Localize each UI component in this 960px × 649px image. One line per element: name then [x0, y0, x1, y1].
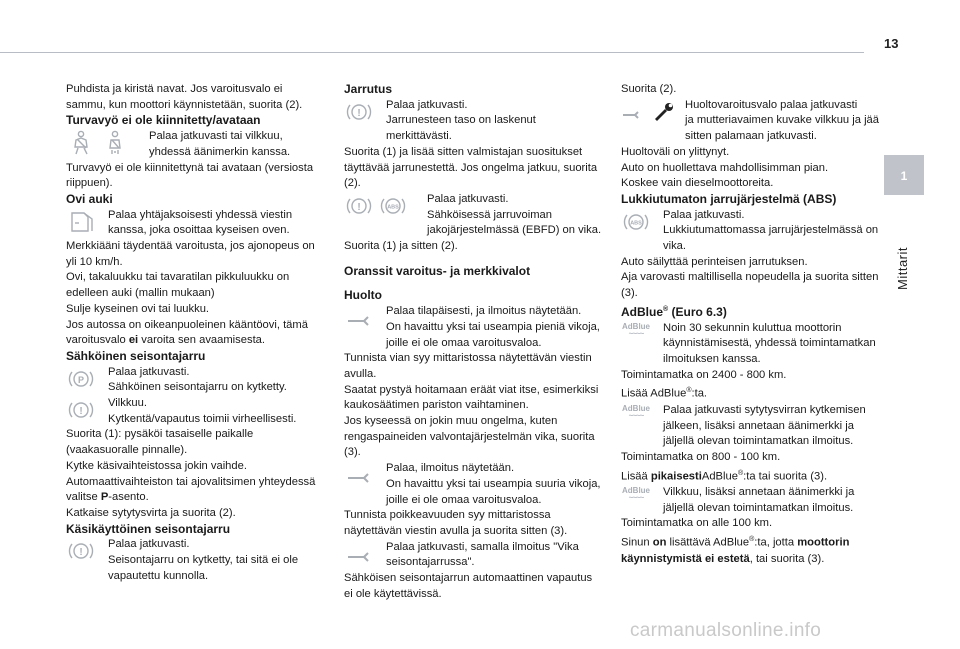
adblue-note-5: Toimintamatka on alle 100 km.: [621, 517, 773, 530]
brakes-note-2: Suorita (1) ja sitten (2).: [344, 240, 458, 253]
service-note-5: Sähköisen seisontajarrun automaattinen vapautus ei ole käytettävissä.: [344, 572, 593, 600]
seatbelt-desc-2: yhdessä äänimerkin kanssa.: [149, 145, 291, 158]
adblue-icon: AdBlue ~~~~: [622, 486, 650, 503]
abs-note-1: Auto säilyttää perinteisen jarrutuksen.: [621, 255, 808, 268]
adblue-b-1: Palaa jatkuvasti sytytysvirran kytkemisen: [663, 403, 866, 416]
service-note-3: Jos kyseessä on jokin muu ongelma, kuten rengaspaineiden valvontajärjestelmän vika, suorita (3).: [344, 415, 595, 459]
wrench-a-2: ja mutteriavaimen kuvake vilkkuu ja jää sitten palamaan jatkuvasti.: [685, 114, 880, 143]
adblue-c-2: jäljellä olevan toimintamatkan ilmoitus.: [663, 501, 854, 514]
parking-brake-fault-icon: [66, 397, 96, 423]
handbrake-heading: Käsikäyttöinen seisontajarru: [66, 521, 231, 536]
service-spanner-icon: [344, 541, 374, 567]
wrench-block: [621, 98, 879, 145]
epb-note-3: Automaattivaihteiston tai ajovalitsimen yhteydessä valitse P-asento.: [66, 475, 316, 504]
handbrake-block: [66, 537, 324, 559]
epb-block-a: [66, 365, 324, 396]
svg-text:ABS: ABS: [630, 220, 642, 227]
abs-block: [621, 208, 879, 255]
header-rule: [0, 52, 864, 53]
intro-text: Puhdista ja kiristä navat. Jos varoitusvalo ei sammu, kun moottori käynnistetään, suorita (2).: [66, 83, 303, 111]
svg-text:!: !: [79, 547, 83, 559]
brakes-heading: Jarrutus: [344, 82, 393, 96]
brake-warning-icon: [344, 99, 374, 125]
service-b-1: Palaa, ilmoitus näytetään.: [386, 462, 515, 475]
seatbelt-icon: [66, 130, 96, 156]
brakes-block-b: [344, 192, 602, 239]
col3-intro: Suorita (2).: [621, 83, 677, 95]
service-spanner-icon: [344, 462, 374, 488]
brakes-b-1: Palaa jatkuvasti.: [427, 192, 509, 205]
column-1: [66, 82, 324, 585]
brakes-b-2: Sähköisessä jarruvoiman jakojärjestelmässä (EBFD) on vika.: [427, 208, 602, 237]
service-block-c: [344, 540, 602, 571]
svg-text:!: !: [79, 406, 83, 418]
epb-b-2: Kytkentä/vapautus toimii virheellisesti.: [108, 412, 297, 425]
wrench-icon: [649, 99, 679, 125]
adblue-block-a: [621, 321, 879, 368]
door-open-icon: [66, 209, 96, 235]
column-2: [344, 82, 602, 603]
seatbelt-desc-1: Palaa jatkuvasti tai vilkkuu,: [149, 130, 283, 143]
adblue-block-c: [621, 485, 879, 516]
handbrake-a-2: Seisontajarru on kytketty, tai sitä ei ole vapautettu kunnolla.: [108, 554, 299, 582]
service-note-1: Tunnista vian syy mittaristossa näytettävän viestin avulla.: [344, 352, 592, 380]
brakes-note-1: Suorita (1) ja lisää sitten valmistajan suositukset täyttävää jarrunestettä. Jos ongelma jatkuu, suorita (2).: [344, 145, 598, 190]
service-heading: Huolto: [344, 288, 382, 303]
service-c-1: Palaa jatkuvasti, samalla ilmoitus "Vika seisontajarrussa".: [386, 540, 579, 569]
door-note-3: Sulje kyseinen ovi tai luukku.: [66, 302, 210, 315]
service-block-b: [344, 461, 602, 508]
epb-note-1: Suorita (1): pysäköi tasaiselle paikalle (vaakasuoralle pinnalle).: [66, 428, 254, 457]
adblue-c-1: Vilkkuu, lisäksi annetaan äänimerkki ja: [663, 486, 855, 499]
watermark[interactable]: carmanualsonline.info: [630, 620, 822, 641]
seatbelt-heading: Turvavyö ei ole kiinnitetty/avataan: [66, 113, 261, 128]
adblue-note-2: Lisää AdBlue®:ta.: [621, 387, 708, 401]
adblue-icon: AdBlue ~~~~: [622, 321, 650, 338]
seatbelt-rear-icon: [100, 130, 130, 156]
brakes-a-1: Palaa jatkuvasti.: [386, 98, 468, 111]
door-heading: Ovi auki: [66, 191, 113, 206]
wrench-a-1: Huoltovaroitusvalo palaa jatkuvasti: [685, 98, 858, 111]
column-3: [621, 82, 879, 567]
ebfd-abs-icon: [378, 193, 408, 219]
brakes-block-a: [344, 98, 602, 145]
door-block: [66, 208, 324, 239]
adblue-a-1: Noin 30 sekunnin kuluttua moottorin: [663, 321, 842, 334]
door-desc-2: kanssa, joka osoittaa kyseisen oven.: [108, 224, 290, 237]
adblue-note-6: Sinun on lisättävä AdBlue®:ta, jotta moottorin käynnistymistä ei estetä, tai suorita (3).: [621, 536, 850, 565]
svg-text:!: !: [357, 201, 361, 213]
abs-heading: Lukkiutumaton jarrujärjestelmä (ABS): [621, 191, 837, 206]
brake-warning-icon: [66, 538, 96, 564]
wrench-note-3: Koskee vain dieselmoottoreita.: [621, 177, 774, 190]
adblue-note-3: Toimintamatka on 800 - 100 km.: [621, 450, 781, 463]
epb-block-b: [66, 396, 324, 427]
abs-a-2: Lukkiutumattomassa jarrujärjestelmässä on vika.: [663, 224, 879, 253]
adblue-b-2: jälkeen, lisäksi annetaan äänimerkki ja jäljellä olevan toimintamatkan ilmoitus.: [663, 419, 854, 448]
adblue-icon: AdBlue ~~~~: [622, 403, 650, 420]
epb-heading: Sähköinen seisontajarru: [66, 348, 206, 363]
seatbelt-block: [66, 129, 324, 160]
wrench-note-2: Auto on huollettava mahdollisimman pian.: [621, 161, 829, 174]
parking-brake-icon: [66, 366, 96, 392]
svg-text:P: P: [77, 374, 85, 385]
brake-warning-icon: [344, 193, 374, 219]
adblue-note-4: Lisää pikaisestiAdBlue®:ta tai suorita (3).: [621, 469, 828, 483]
epb-a-1: Palaa jatkuvasti.: [108, 365, 190, 378]
service-a-1: Palaa tilapäisesti, ja ilmoitus näytetään.: [386, 305, 582, 318]
adblue-heading: AdBlue® (Euro 6.3): [621, 304, 727, 319]
epb-note-4: Katkaise sytytysvirta ja suorita (2).: [66, 506, 236, 519]
adblue-block-b: [621, 403, 879, 450]
page-number: 13: [884, 36, 899, 51]
wrench-note-1: Huoltoväli on ylittynyt.: [621, 145, 730, 158]
abs-note-2: Aja varovasti maltillisella nopeudella ja suorita sitten (3).: [621, 271, 879, 300]
handbrake-a-1: Palaa jatkuvasti.: [108, 538, 190, 551]
abs-icon: [621, 209, 651, 235]
brakes-a-2: Jarrunesteen taso on laskenut merkittävästi.: [386, 114, 536, 143]
service-block-a: [344, 304, 602, 351]
chapter-tab-number: 1: [900, 169, 908, 183]
svg-text:ABS: ABS: [387, 204, 399, 211]
door-note-1: Merkkiääni täydentää varoitusta, jos ajonopeus on yli 10 km/h.: [66, 240, 315, 268]
adblue-note-1: Toimintamatka on 2400 - 800 km.: [621, 368, 787, 381]
seatbelt-note: Turvavyö ei ole kiinnitettynä tai avataan (versiosta riippuen).: [66, 161, 314, 190]
door-desc-1: Palaa yhtäjaksoisesti yhdessä viestin: [108, 208, 293, 221]
adblue-a-2: käynnistämisestä, yhdessä toimintamatkan ilmoituksen kanssa.: [663, 337, 876, 365]
door-note-4: Jos autossa on oikeanpuoleinen kääntöovi, tämä varoitusvalo ei varoita sen avaamisesta.: [66, 318, 308, 347]
svg-text:!: !: [357, 107, 361, 119]
service-spanner-icon: [344, 305, 374, 331]
service-a-2: On havaittu yksi tai useampia pieniä vikoja, joille ei ole omaa varoitusvaloa.: [386, 320, 600, 349]
orange-lights-heading: Oranssit varoitus- ja merkkivalot: [344, 263, 531, 278]
epb-note-2: Kytke käsivaihteistossa jokin vaihde.: [66, 459, 247, 472]
service-note-4: Tunnista poikkeavuuden syy mittaristossa näytettävän viestin avulla ja suorita sitten (3).: [344, 509, 568, 537]
door-note-2: Ovi, takaluukku tai tavaratilan pikkuluukku on edelleen auki (mallin mukaan): [66, 271, 290, 300]
abs-a-1: Palaa jatkuvasti.: [663, 208, 745, 221]
epb-b-1: Vilkkuu.: [108, 397, 147, 410]
service-note-2: Saatat pystyä hoitamaan eräät viat itse, esimerkiksi kaukosäätimen pariston vaihtaminen.: [344, 383, 599, 412]
chapter-tab-label: Mittarit: [895, 247, 910, 290]
service-b-2: On havaittu yksi tai useampia suuria vikoja, joille ei ole omaa varoitusvaloa.: [386, 477, 601, 506]
service-spanner-icon: [621, 99, 651, 125]
epb-a-2: Sähköinen seisontajarru on kytketty.: [108, 381, 287, 394]
